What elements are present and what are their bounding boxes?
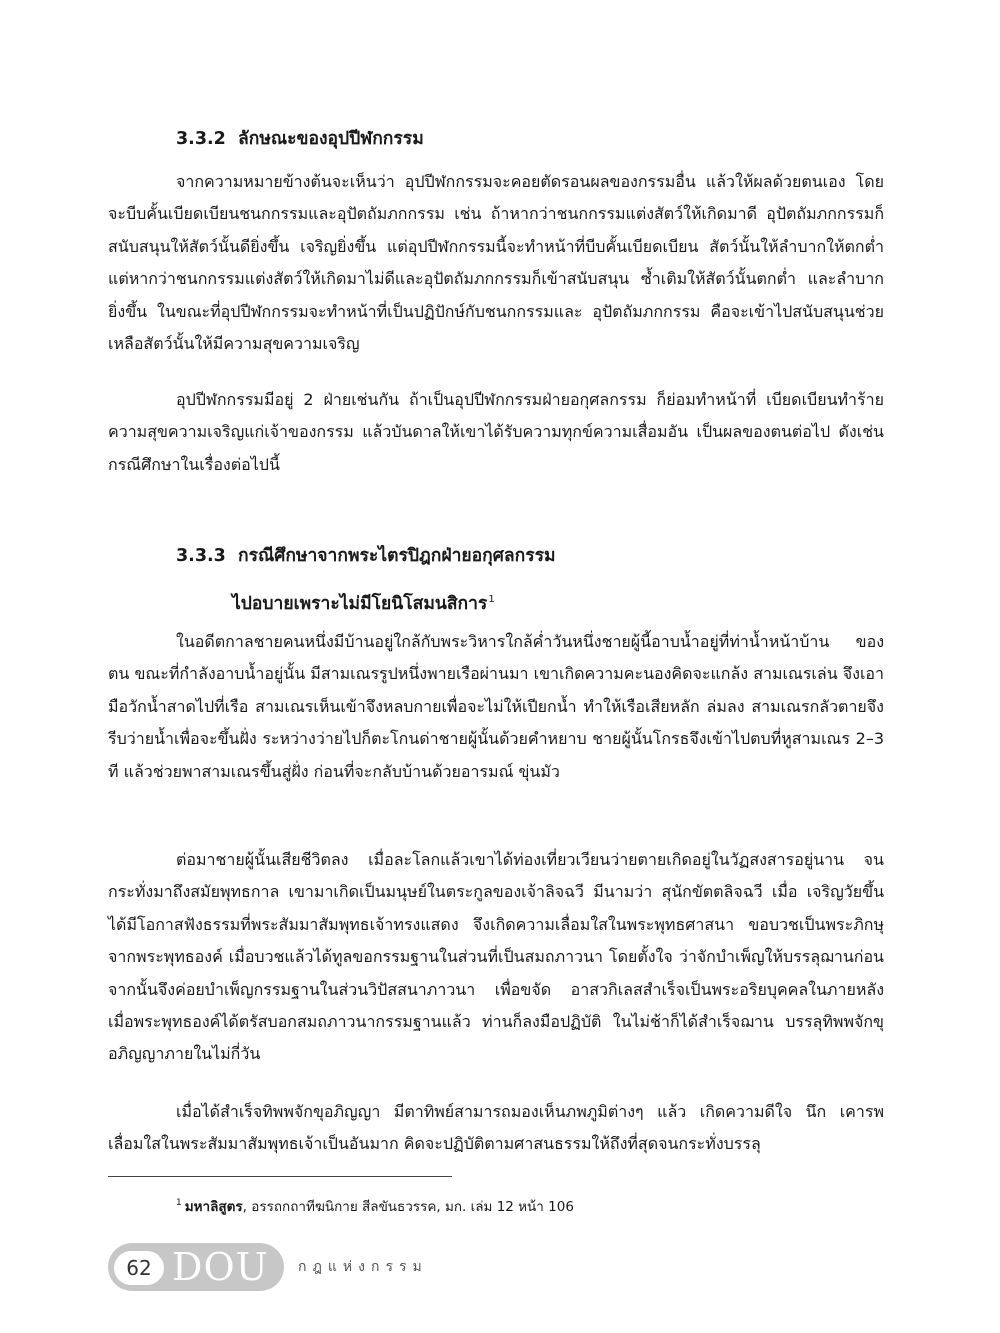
footnote — [176, 1193, 574, 1217]
section-title: ลักษณะของอุปปีฬกกรรม — [238, 129, 424, 149]
dou-logo: DOU — [172, 1245, 269, 1289]
paragraph: ต่อมาชายผู้นั้นเสียชีวิตลง เมื่อละโลกแล้วเขาได้ท่องเที่ยวเวียนว่ายตายเกิดอยู่ในวัฏสงสารอยู่นาน จนกระทั่งมาถึงสมัยพุทธกาล เขามาเกิดเป็นมนุษย์ในตระกูลของเจ้าลิจฉวี มีนามว่า สุนักขัตตลิจฉวี เมื่อ เจริญวัยขึ้น ได้มีโอกาสฟังธรรมที่พระสัมมาสัมพุทธเจ้าทรงแสดง จึงเกิดความเลื่อมใสในพระพุทธศาสนา ขอบวชเป็นพระภิกษุจากพระพุทธองค์ เมื่อบวชแล้วได้ทูลขอกรรมฐานในส่วนที่เป็นสมถภาวนา โดยตั้งใจ ว่าจักบำเพ็ญให้บรรลุฌานก่อน จากนั้นจึงค่อยบำเพ็ญกรรมฐานในส่วนวิปัสสนาภาวนา เพื่อขจัด อาสวกิเลสสำเร็จเป็นพระอริยบุคคลในภายหลัง เมื่อพระพุทธองค์ได้ตรัสบอกสมถภาวนากรรมฐานแล้ว ท่านก็ลงมือปฏิบัติ ในไม่ช้าก็ได้สำเร็จฌาน บรรลุทิพพจักขุอภิญญาภายในไม่กี่วัน — [108, 850, 885, 1064]
case-study-subtitle — [232, 589, 495, 615]
section-heading-3-3-3 — [176, 545, 556, 567]
footnote-citation: , อรรถกถาทีฆนิกาย สีลขันธวรรค, มก. เล่ม 12 หน้า 106 — [242, 1199, 574, 1215]
page-number: 62 — [114, 1251, 164, 1285]
footnote-source-title: มหาลิสูตร — [184, 1199, 243, 1215]
footnote-divider — [108, 1176, 452, 1177]
section-title: กรณีศึกษาจากพระไตรปิฎกฝ่ายอกุศลกรรม — [238, 546, 556, 566]
paragraph: จากความหมายข้างต้นจะเห็นว่า อุปปีฬกกรรมจะคอยตัดรอนผลของกรรมอื่น แล้วให้ผลด้วยตนเอง โดยจะบีบคั้นเบียดเบียนชนกกรรมและอุปัตถัมภกกรรม เช่น ถ้าหากว่าชนกกรรมแต่งสัตว์ให้เกิดมาดี อุปัตถัมภกกรรมก็สนับสนุนให้สัตว์นั้นดียิ่งขึ้น เจริญยิ่งขึ้น แต่อุปปีฬกกรรมนี้จะทำหน้าที่บีบคั้นเบียดเบียน สัตว์นั้นให้ลำบากให้ตกต่ำ แต่หากว่าชนกกรรมแต่งสัตว์ให้เกิดมาไม่ดีและอุปัตถัมภกกรรมก็เข้าสนับสนุน ซ้ำเติมให้สัตว์นั้นตกต่ำ และลำบากยิ่งขึ้น ในขณะที่อุปปีฬกกรรมจะทำหน้าที่เป็นปฏิปักษ์กับชนกกรรมและ อุปัตถัมภกกรรม คือจะเข้าไปสนับสนุนช่วยเหลือสัตว์นั้นให้มีความสุขความเจริญ — [108, 172, 884, 354]
section-number: 3.3.3 — [176, 546, 226, 566]
footnote-reference[interactable]: 1 — [488, 594, 495, 605]
section-number: 3.3.2 — [176, 129, 226, 149]
subtitle-text: ไปอบายเพราะไม่มีโยนิโสมนสิการ — [232, 594, 488, 614]
footnote-marker: 1 — [176, 1198, 182, 1208]
paragraph: อุปปีฬกกรรมมีอยู่ 2 ฝ่ายเช่นกัน ถ้าเป็นอุปปีฬกกรรมฝ่ายอกุศลกรรม ก็ย่อมทำหน้าที่ เบียดเบียนทำร้ายความสุขความเจริญแก่เจ้าของกรรม แล้วบันดาลให้เขาได้รับความทุกข์ความเสื่อมอัน เป็นผลของตนต่อไป ดังเช่นกรณีศึกษาในเรื่องต่อไปนี้ — [108, 390, 884, 474]
paragraph: เมื่อได้สำเร็จทิพพจักขุอภิญญา มีตาทิพย์สามารถมองเห็นภพภูมิต่างๆ แล้ว เกิดความดีใจ นึก เคารพเลื่อมใสในพระสัมมาสัมพุทธเจ้าเป็นอันมาก คิดจะปฏิบัติตามศาสนธรรมให้ถึงที่สุดจนกระทั่งบรรลุ — [108, 1102, 884, 1154]
paragraph: ในอดีตกาลชายคนหนึ่งมีบ้านอยู่ใกล้กับพระวิหารใกล้ค่ำวันหนึ่งชายผู้นี้อาบน้ำอยู่ที่ท่าน้ำหน้าบ้าน ของตน ขณะที่กำลังอาบน้ำอยู่นั้น มีสามเณรรูปหนึ่งพายเรือผ่านมา เขาเกิดความคะนองคิดจะแกล้ง สามเณรเล่น จึงเอามือวักน้ำสาดไปที่เรือ สามเณรเห็นเข้าจึงหลบกายเพื่อจะไม่ให้เปียกน้ำ ทำให้เรือเสียหลัก ล่มลง สามเณรกลัวตายจึงรีบว่ายน้ำเพื่อจะขึ้นฝั่ง ระหว่างว่ายไปก็ตะโกนด่าชายผู้นั้นด้วยคำหยาบ ชายผู้นั้นโกรธจึงเข้าไปตบที่หูสามเณร 2–3 ที แล้วช่วยพาสามเณรขึ้นสู่ฝั่ง ก่อนที่จะกลับบ้านด้วยอารมณ์ ขุ่นมัว — [108, 632, 884, 781]
section-heading-3-3-2 — [176, 128, 424, 150]
running-title: กฎแห่งกรรม — [298, 1259, 428, 1275]
